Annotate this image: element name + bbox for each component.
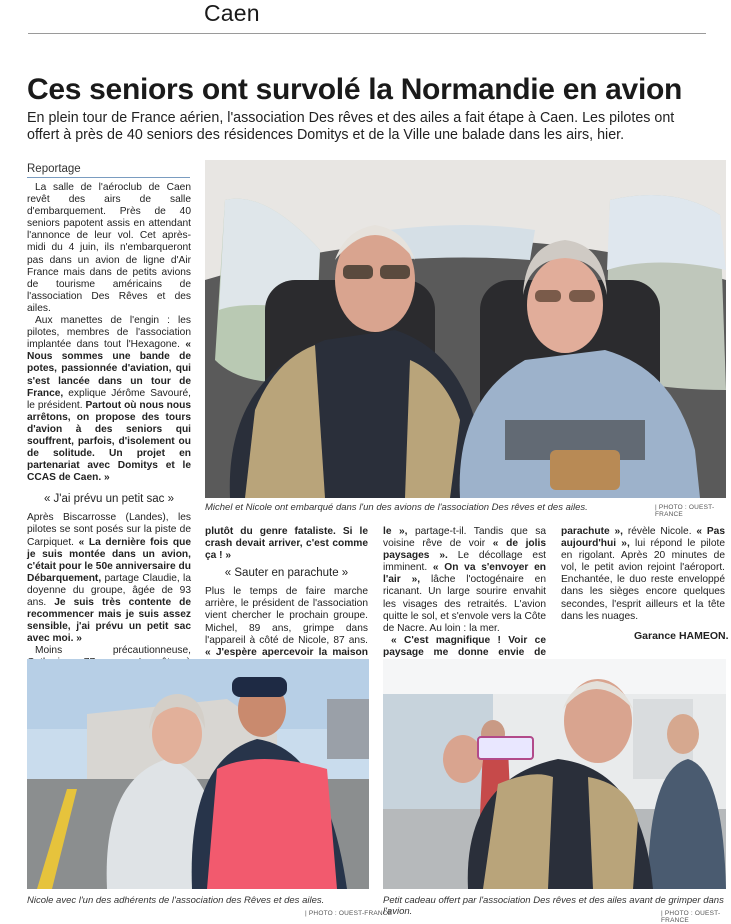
main-photo-caption: Michel et Nicole ont embarqué dans l'un des avions de l'association Des rêves et des ailes. <box>205 502 588 513</box>
author-signature: Garance HAMEON. <box>634 630 729 642</box>
main-photo <box>205 160 726 498</box>
article-column-1 <box>27 182 191 718</box>
bottom-right-photo <box>383 659 726 889</box>
headline: Ces seniors ont survolé la Normandie en avion <box>27 73 683 106</box>
section-divider <box>28 33 706 34</box>
section-title: Caen <box>204 0 260 26</box>
subheading: « Sauter en parachute » <box>224 567 349 580</box>
bottom-left-caption: Nicole avec l'un des adhérents de l'association des Rêves et des ailes. <box>27 895 325 906</box>
paragraph: Plus le temps de faire marche arrière, le président de l'association vient chercher le prochain groupe. Michel, 89 ans, grimpe dans l'appareil à côté de Nicole, 87 ans. « J'espère apercevoir la maison <box>205 586 368 658</box>
paragraph: Moins précautionneuse, <box>35 645 191 657</box>
bottom-left-photo <box>27 659 369 889</box>
paragraph: « C'est magnifique ! Voir ce paysage me donne envie de <box>383 634 546 658</box>
main-photo-credit: | PHOTO : OUEST-FRANCE <box>655 504 715 518</box>
article-column-2 <box>205 526 368 671</box>
bottom-right-credit: | PHOTO : OUEST-FRANCE <box>661 910 721 924</box>
paragraph: le », partage-t-il. Tandis que sa voisine rêve de voir « de jolis paysages ». Le décollage est imminent. « On va s'envoyer en l'air », lâche l'octogénaire en ricanant. Un large sourire envahit les visages des retraités. L'avion quitte le sol, et s'envole vers la Côte de Nacre. Au loin : la mer. <box>383 526 546 634</box>
bottom-left-credit: | PHOTO : OUEST-FRANCE <box>305 910 393 917</box>
rubric-label: Reportage <box>27 163 190 178</box>
subheading: « J'ai prévu un petit sac » <box>43 493 175 506</box>
paragraph: plutôt du genre fataliste. Si le crash devait arriver, c'est comme ça ! » <box>205 526 368 562</box>
article-column-4 <box>561 526 725 623</box>
paragraph: parachute », révèle Nicole. « Pas aujourd'hui », lui répond le pilote en rigolant. Après 20 minutes de vol, le petit avion rejoint l'aéroport. Enchantée, le duo reste enveloppé dans les sièges encore quelques secondes, l'esprit ailleurs et la tête dans les nuages. <box>561 526 725 622</box>
standfirst: En plein tour de France aérien, l'association Des rêves et des ailes a fait étape à Caen. Les pilotes ont offert à près de 40 seniors des résidences Domitys et de la Ville une balade dans les airs, hier. <box>27 110 675 143</box>
paragraph: Aux manettes de l'engin : les pilotes, membres de l'association implantée dans tout l'Hexagone. « Nous sommes une bande de potes, passionnée d'aviation, qui s'est lancée dans un tour de France, explique Jérôme Savouré, le président. Partout où nous nous arrêtons, on propose des tours d'avion à des seniors qui souffrent, parfois, d'isolement ou de solitude. Un projet en partenariat avec Domitys et le CCAS de Caen. » <box>27 315 191 484</box>
paragraph: Après Biscarrosse (Landes), les pilotes se sont posés sur la piste de Carpiquet. « La dernière fois que je suis montée dans un avion, c'était pour le 50e anniversaire du Débarquement, partage Claudie, la doyenne du groupe, âgée de 93 ans. Je suis très contente de recommencer mais je suis assez sensible, j'ai prévu un petit sac avec moi. » <box>27 512 191 645</box>
paragraph: La salle de l'aéroclub de Caen revêt des airs de salle d'embarquement. Près de 40 seniors papotent assis en attendant l'annonce de leur vol. Cet après-midi du 4 juin, ils n'embarqueront pas dans un avion de ligne d'Air France mais dans de petits avions de tourisme américains de l'association Des Rêves et des ailes. <box>27 182 191 314</box>
bottom-right-caption: Petit cadeau offert par l'association Des rêves et des ailes avant de grimper dans l'avion. <box>383 895 724 917</box>
article-column-3 <box>383 526 546 671</box>
